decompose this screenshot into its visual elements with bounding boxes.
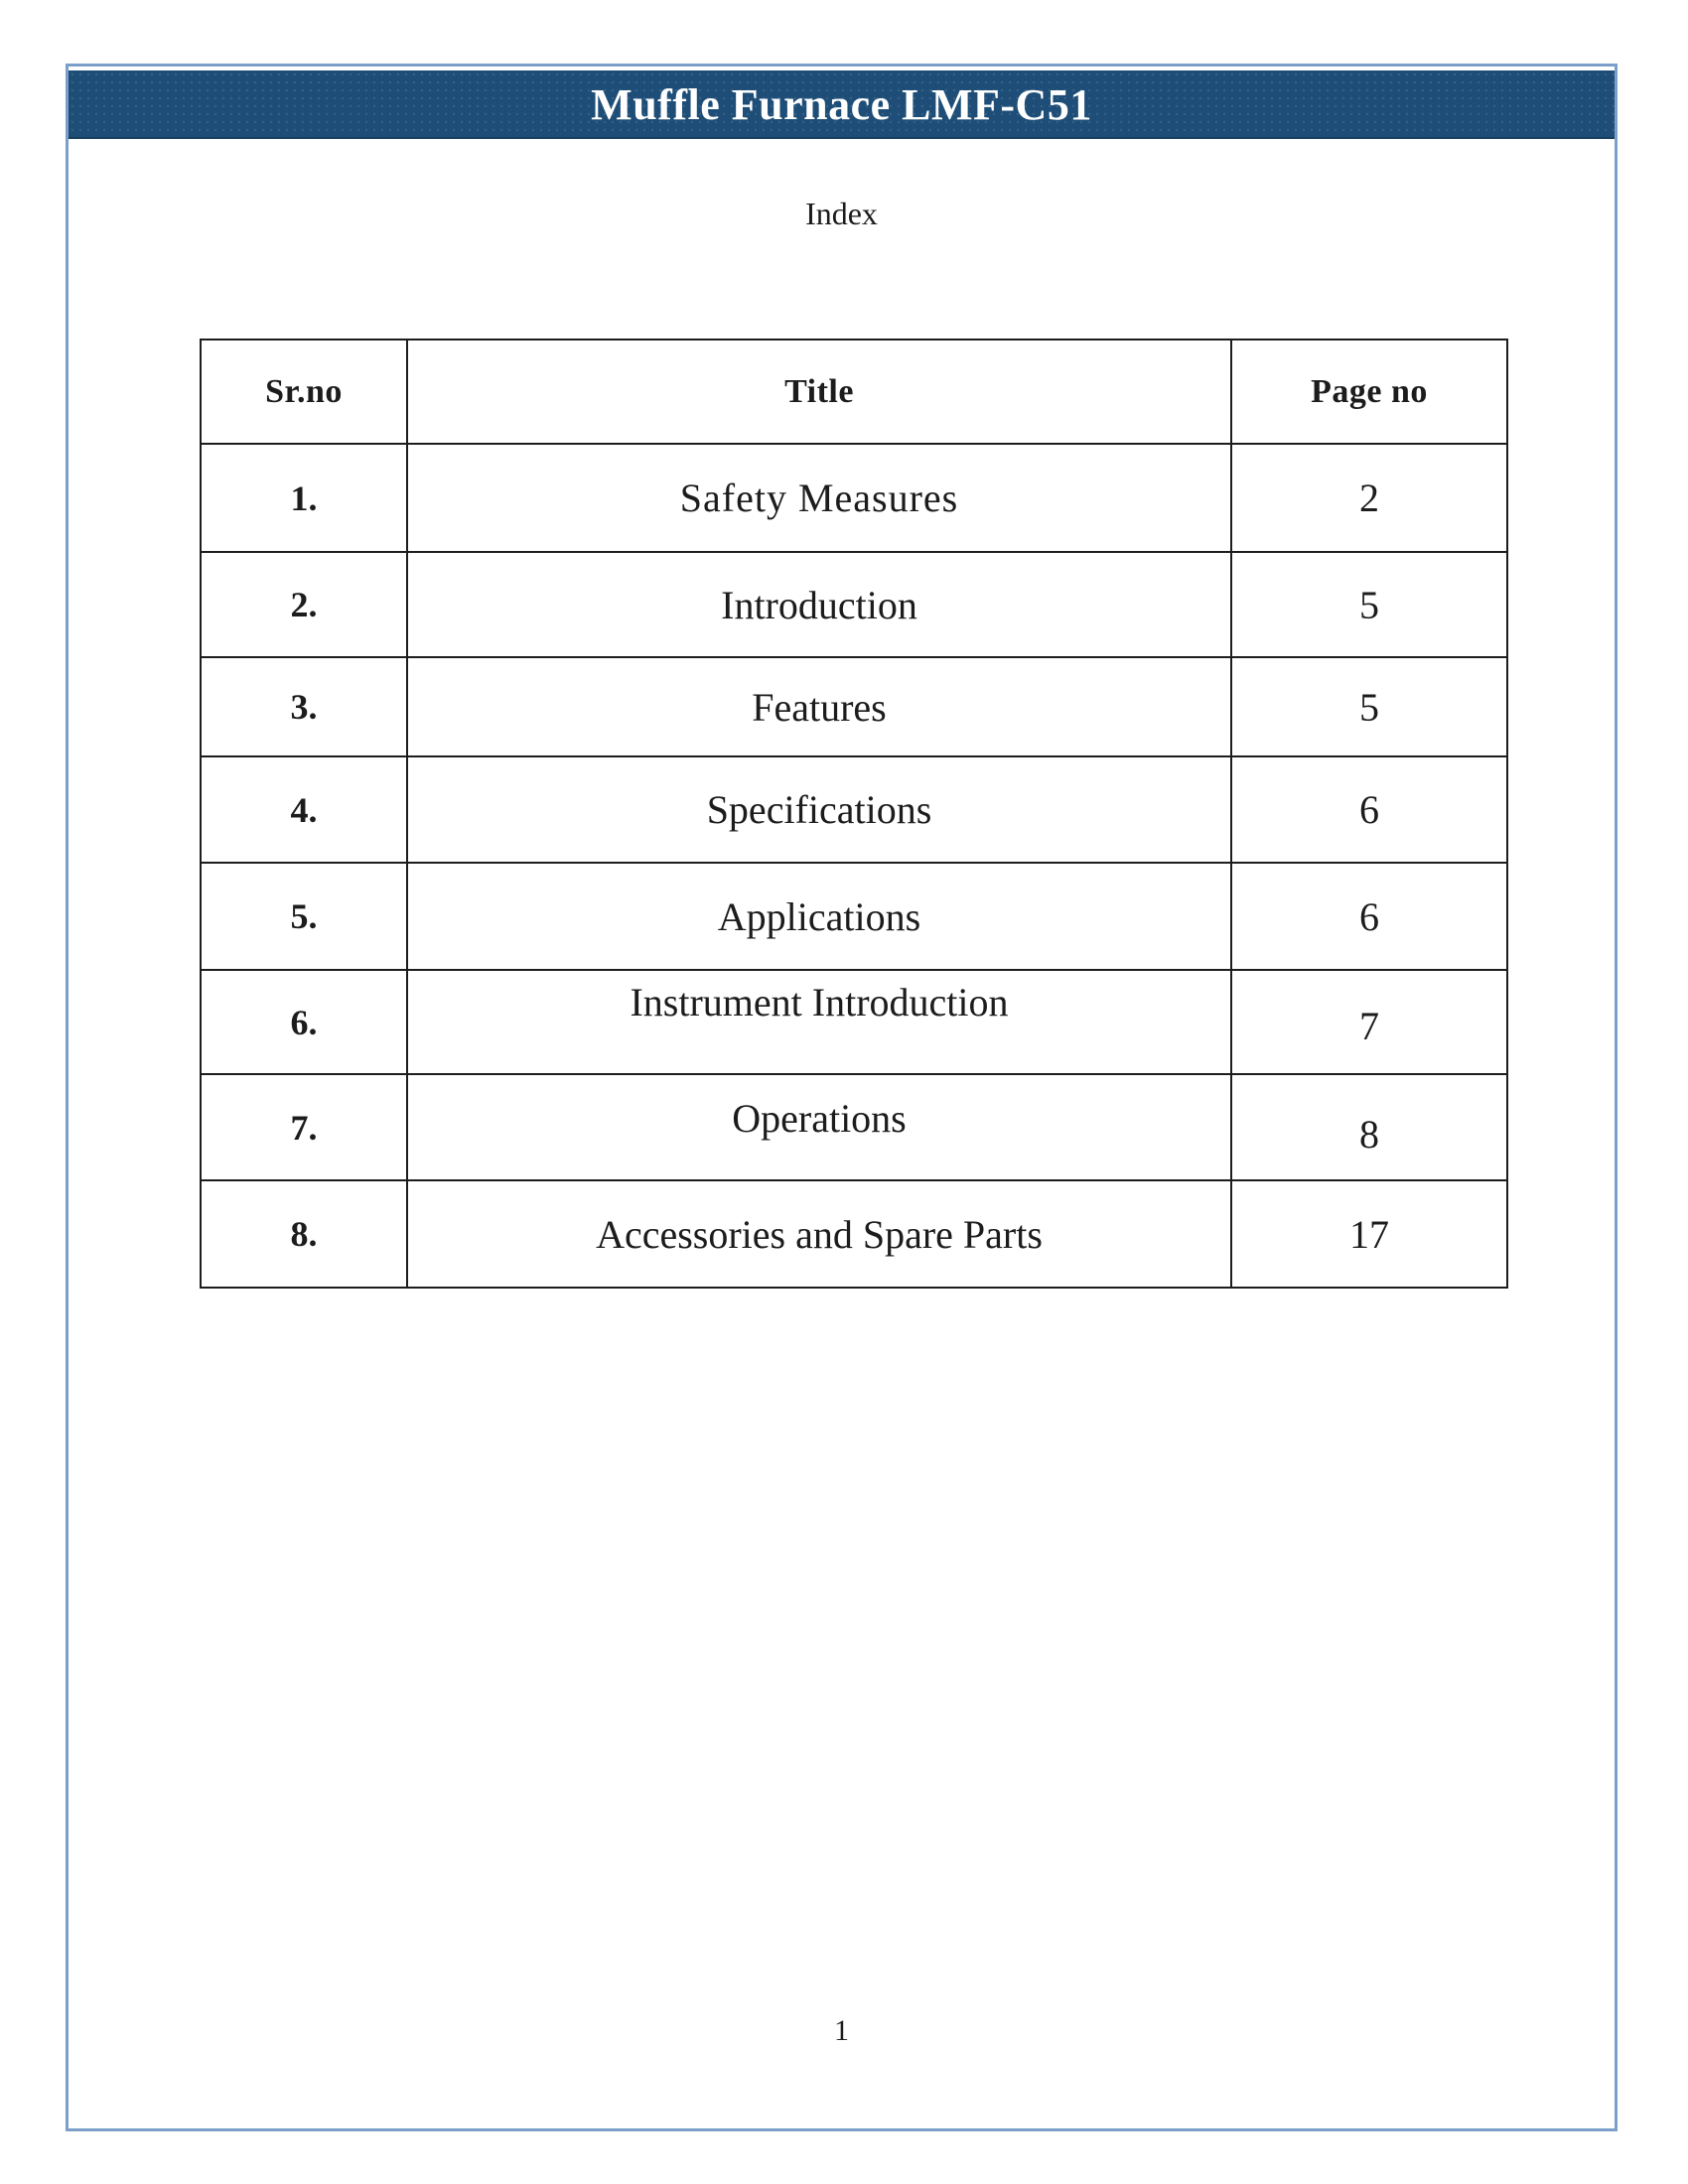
table-row bbox=[201, 552, 1507, 657]
header-bar bbox=[69, 70, 1615, 139]
title-cell: Safety Measures bbox=[407, 444, 1231, 552]
title-cell: Operations bbox=[407, 1074, 1231, 1180]
pageno-cell: 7 bbox=[1231, 970, 1507, 1074]
pageno-cell: 8 bbox=[1231, 1074, 1507, 1180]
srno-cell: 4. bbox=[201, 756, 407, 863]
pageno-cell: 6 bbox=[1231, 756, 1507, 863]
column-header-pageno: Page no bbox=[1231, 340, 1507, 444]
table-row bbox=[201, 444, 1507, 552]
table-row bbox=[201, 970, 1507, 1074]
document-title: Muffle Furnace LMF-C51 bbox=[591, 80, 1092, 129]
pageno-cell: 5 bbox=[1231, 552, 1507, 657]
index-table bbox=[200, 339, 1508, 1289]
column-header-title: Title bbox=[407, 340, 1231, 444]
table-header-row bbox=[201, 340, 1507, 444]
table-row bbox=[201, 1180, 1507, 1288]
footer-page-number: 1 bbox=[834, 2014, 849, 2047]
title-cell: Accessories and Spare Parts bbox=[407, 1180, 1231, 1288]
srno-cell: 1. bbox=[201, 444, 407, 552]
srno-cell: 6. bbox=[201, 970, 407, 1074]
pageno-cell: 2 bbox=[1231, 444, 1507, 552]
srno-cell: 2. bbox=[201, 552, 407, 657]
table-row bbox=[201, 756, 1507, 863]
index-heading: Index bbox=[805, 196, 878, 231]
title-cell: Applications bbox=[407, 863, 1231, 970]
page-border bbox=[66, 64, 1618, 2131]
table-row bbox=[201, 863, 1507, 970]
title-cell: Features bbox=[407, 657, 1231, 756]
srno-cell: 8. bbox=[201, 1180, 407, 1288]
pageno-cell: 5 bbox=[1231, 657, 1507, 756]
title-cell: Introduction bbox=[407, 552, 1231, 657]
column-header-srno: Sr.no bbox=[201, 340, 407, 444]
table-row bbox=[201, 657, 1507, 756]
table-row bbox=[201, 1074, 1507, 1180]
pageno-cell: 17 bbox=[1231, 1180, 1507, 1288]
title-cell: Instrument Introduction bbox=[407, 970, 1231, 1074]
title-cell: Specifications bbox=[407, 756, 1231, 863]
srno-cell: 3. bbox=[201, 657, 407, 756]
srno-cell: 5. bbox=[201, 863, 407, 970]
srno-cell: 7. bbox=[201, 1074, 407, 1180]
pageno-cell: 6 bbox=[1231, 863, 1507, 970]
